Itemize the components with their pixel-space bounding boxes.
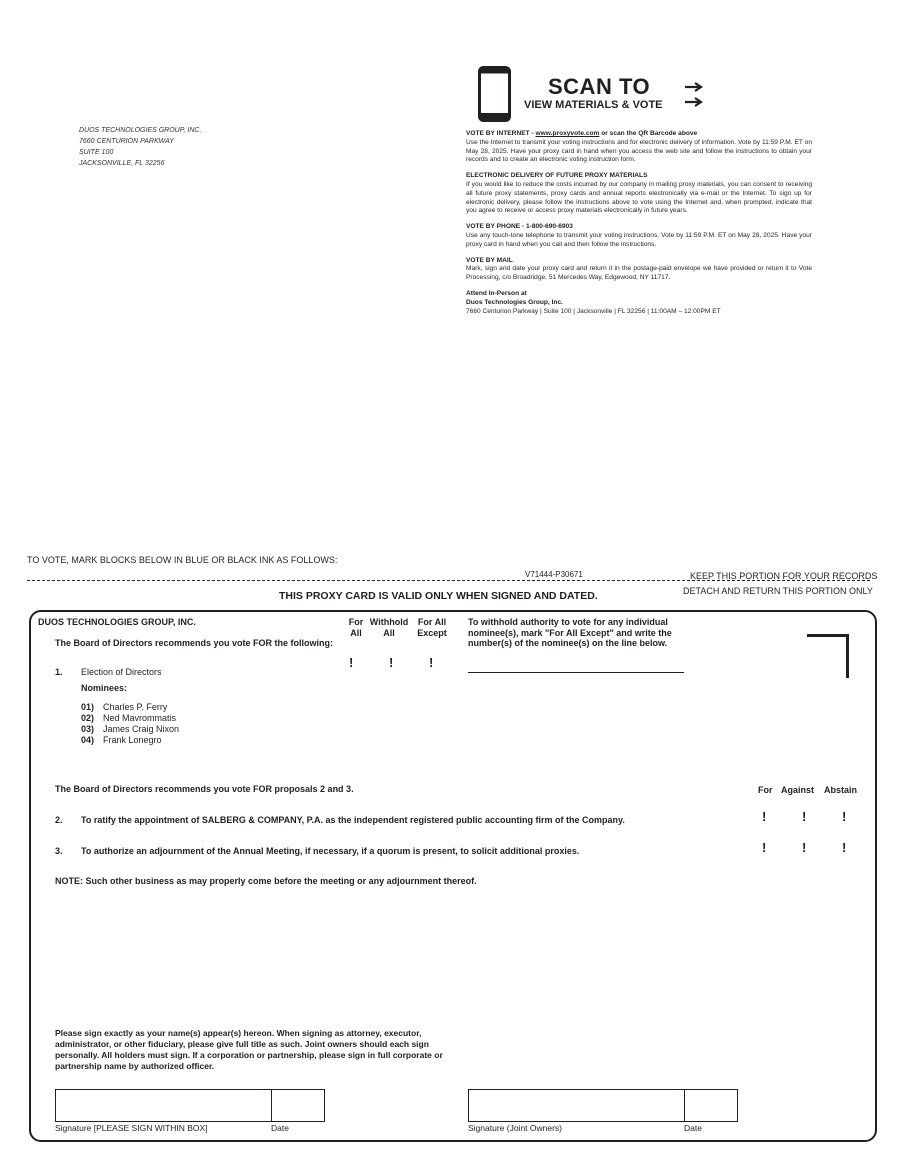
proposal-2-abstain-box[interactable]: ! [842,809,847,824]
card-company-name: DUOS TECHNOLOGIES GROUP, INC. [38,617,196,627]
attend-in-person [466,290,812,316]
phone-body: Use any touch-tone telephone to transmit your voting instructions. Vote by 11:59 P.M. ET on May 28, 2025. Have your proxy card in hand when you call and then follow the instructions. [466,231,812,248]
scan-subtitle: VIEW MATERIALS & VOTE [524,99,663,111]
proposal-2-text: To ratify the appointment of SALBERG & COMPANY, P.A. as the independent registered public accounting firm of the Company. [81,815,625,825]
proposal-3-against-box[interactable]: ! [802,840,807,855]
column-withhold-line2: All [383,628,395,638]
column-against: Against [781,785,815,795]
arrow-right-icon [684,82,704,112]
vote-by-internet [466,130,812,165]
vote-for-all-except-box[interactable]: ! [429,655,434,670]
item-1-text: Election of Directors [81,667,162,677]
voting-instructions [466,130,812,323]
column-for-all-line2: All [350,628,362,638]
nominee-name: Ned Mavrommatis [103,713,177,723]
internet-body: Use the Internet to transmit your voting instructions and for electronic delivery of information. Vote by 11:59 P.M. ET on May 28, 2025. Have your proxy card in hand when you access the web site and follow the instructions to obtain your records and to create an electronic voting instruction form. [466,138,812,164]
address-line: 7660 CENTURION PARKWAY [79,138,174,145]
keep-portion-label: KEEP THIS PORTION FOR YOUR RECORDS [690,571,878,581]
signature-box[interactable] [55,1089,325,1122]
sender-address [79,125,201,169]
valid-notice: THIS PROXY CARD IS VALID ONLY WHEN SIGNED AND DATED. [279,590,598,602]
proposal-3-abstain-box[interactable]: ! [842,840,847,855]
edelivery-heading: ELECTRONIC DELIVERY OF FUTURE PROXY MATERIALS [466,172,648,180]
nominee-number: 04) [81,735,95,745]
signature-label: Signature [PLEASE SIGN WITHIN BOX] [55,1123,208,1133]
inperson-details: 7660 Centurion Parkway | Suite 100 | Jacksonville | FL 32256 | 11:00AM – 12:00PM ET [466,307,721,315]
nominee-row [81,724,179,735]
column-withhold-line1: Withhold [369,617,409,627]
mail-heading: VOTE BY MAIL [466,256,513,264]
withhold-instructions: To withhold authority to vote for any individual nominee(s), mark "For All Except" and write the number(s) of the nominee(s) on the line below. [468,617,672,648]
board-recommendation-2: The Board of Directors recommends you vote FOR proposals 2 and 3. [55,784,354,794]
nominee-row [81,735,179,746]
proposal-2-number: 2. [55,815,63,825]
nominee-number: 03) [81,724,95,734]
mail-body: Mark, sign and date your proxy card and return it in the postage-paid envelope we have provided or return it to Vote Processing, c/o Broadridge, 51 Mercedes Way, Edgewood, NY 11717. [466,265,812,282]
edelivery-body: If you would like to reduce the costs incurred by our company in mailing proxy materials, you can consent to receiving all future proxy statements, proxy cards and annual reports electronically via e-mail or the Internet. To sign up for electronic delivery, please follow the instructions above to vote using the Internet and, when prompted, indicate that you agree to receive or access proxy materials electronically in future years. [466,180,812,215]
column-abstain: Abstain [824,785,858,795]
signature-date-divider [271,1089,272,1122]
note [55,876,477,886]
corner-mark [846,634,849,678]
vote-for-all-box[interactable]: ! [349,655,354,670]
nominee-row [81,713,179,724]
joint-signature-label: Signature (Joint Owners) [468,1123,563,1133]
inperson-company: Duos Technologies Group, Inc. [466,298,563,306]
address-line: JACKSONVILLE, FL 32256 [79,160,165,167]
proxyvote-link[interactable]: www.proxyvote.com [535,130,600,137]
nominee-number: 01) [81,702,95,712]
joint-date-label: Date [684,1123,702,1133]
vote-by-mail [466,257,812,283]
address-line: DUOS TECHNOLOGIES GROUP, INC. [79,127,202,134]
detach-portion-label: DETACH AND RETURN THIS PORTION ONLY [683,586,873,596]
note-label: NOTE: [55,876,83,886]
scan-title: SCAN TO [548,74,651,99]
proposal-2-against-box[interactable]: ! [802,809,807,824]
column-except-line2: Except [417,628,447,638]
internet-heading: VOTE BY INTERNET - [466,130,536,137]
vote-withhold-all-box[interactable]: ! [389,655,394,670]
electronic-delivery [466,172,812,216]
board-recommendation-1: The Board of Directors recommends you vote FOR the following: [55,638,334,648]
vote-by-phone [466,223,812,249]
column-for-all-except [412,617,452,639]
item-1-number: 1. [55,667,63,677]
note-text: Such other business as may properly come before the meeting or any adjournment thereof. [83,876,477,886]
column-withhold-all [367,617,411,639]
control-number: V71444-P30671 [525,570,583,579]
date-label: Date [271,1123,289,1133]
nominee-name: Frank Lonegro [103,735,162,745]
internet-heading-tail: or scan the QR Barcode above [599,130,698,137]
proposal-3-number: 3. [55,846,63,856]
inperson-heading: Attend In-Person at [466,289,527,297]
signing-instructions: Please sign exactly as your name(s) appear(s) hereon. When signing as attorney, executor, administrator, or other fiduciary, please give full title as such. Joint owners should each sign personally. All holders must sign. If a corporation or partnership, please sign in full corporate or partnership name by authorized officer. [55,1028,443,1071]
proposal-3-for-box[interactable]: ! [762,840,767,855]
nominees-label: Nominees: [81,683,128,693]
column-for-all-line1: For [348,617,364,627]
column-except-line1: For All [417,617,447,627]
nominee-name: Charles P. Ferry [103,702,168,712]
column-for-all [345,617,367,639]
nominee-row [81,702,179,713]
column-for: For [758,785,773,795]
proposal-3-text: To authorize an adjournment of the Annual Meeting, if necessary, if a quorum is present, to solicit additional proxies. [81,846,580,856]
joint-signature-box[interactable] [468,1089,738,1122]
proposal-2-for-box[interactable]: ! [762,809,767,824]
phone-heading: VOTE BY PHONE - 1-800-690-6903 [466,223,573,231]
joint-date-divider [684,1089,685,1122]
except-nominee-line[interactable] [468,672,684,673]
address-line: SUITE 100 [79,149,114,156]
nominee-name: James Craig Nixon [103,724,180,734]
to-vote-instructions: TO VOTE, MARK BLOCKS BELOW IN BLUE OR BLACK INK AS FOLLOWS: [27,555,338,565]
nominee-number: 02) [81,713,95,723]
smartphone-icon [478,66,511,122]
nominee-list [81,702,179,746]
corner-mark [807,634,849,637]
